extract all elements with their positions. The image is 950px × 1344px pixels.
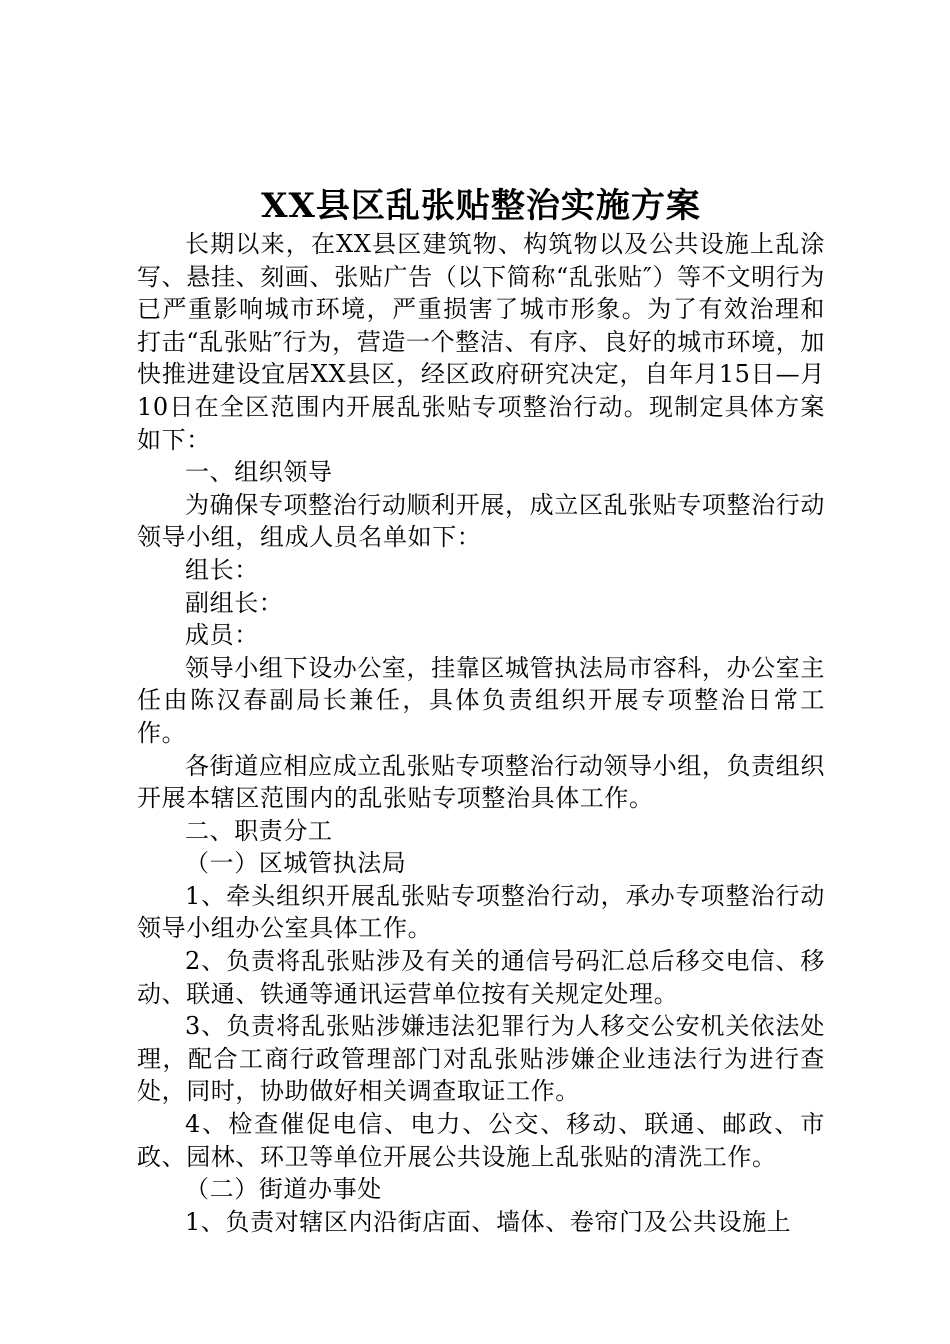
document-title: XX县区乱张贴整治实施方案: [261, 186, 701, 226]
line-members: 成员：: [185, 621, 259, 650]
section-heading-organization: 一、组织领导: [185, 458, 333, 487]
line-deputy-leader: 副组长：: [185, 588, 284, 617]
duty-item-2: 2、负责将乱张贴涉及有关的通信号码汇总后移交电信、移动、联通、铁通等通讯运营单位按有关规定处理。: [137, 947, 825, 1008]
document-body: [137, 228, 825, 1238]
paragraph-office: 领导小组下设办公室，挂靠区城管执法局市容科，办公室主任由陈汉春副局长兼任，具体负责组织开展专项整治日常工作。: [137, 653, 825, 747]
duty-item-4: 4、检查催促电信、电力、公交、移动、联通、邮政、市政、园林、环卫等单位开展公共设施上乱张贴的清洗工作。: [137, 1110, 825, 1171]
intro-paragraph: 长期以来，在XX县区建筑物、构筑物以及公共设施上乱涂写、悬挂、刻画、张贴广告（以下简称“乱张贴″）等不文明行为已严重影响城市环境，严重损害了城市形象。为了有效治理和打击“乱张贴″行为，营造一个整洁、有序、良好的城市环境，加快推进建设宜居XX县区，经区政府研究决定，自年月15日—月10日在全区范围内开展乱张贴专项整治行动。现制定具体方案如下：: [137, 230, 825, 454]
duty-item-3: 3、负责将乱张贴涉嫌违法犯罪行为人移交公安机关依法处理，配合工商行政管理部门对乱张贴涉嫌企业违法行为进行查处，同时，协助做好相关调查取证工作。: [137, 1012, 825, 1106]
duty-item-1: 1、牵头组织开展乱张贴专项整治行动，承办专项整治行动领导小组办公室具体工作。: [137, 881, 825, 943]
street-duty-item-1: 1、负责对辖区内沿街店面、墙体、卷帘门及公共设施上: [185, 1207, 792, 1236]
section-heading-duties: 二、职责分工: [185, 816, 333, 845]
document-page: [137, 186, 825, 1238]
paragraph-streets: 各街道应相应成立乱张贴专项整治行动领导小组，负责组织开展本辖区范围内的乱张贴专项整治具体工作。: [137, 751, 825, 813]
subsection-heading-street-office: （二）街道办事处: [185, 1175, 382, 1204]
subsection-heading-bureau: （一）区城管执法局: [185, 849, 407, 878]
paragraph-leading-group: 为确保专项整治行动顺利开展，成立区乱张贴专项整治行动领导小组，组成人员名单如下：: [137, 490, 825, 552]
line-group-leader: 组长：: [185, 555, 259, 584]
